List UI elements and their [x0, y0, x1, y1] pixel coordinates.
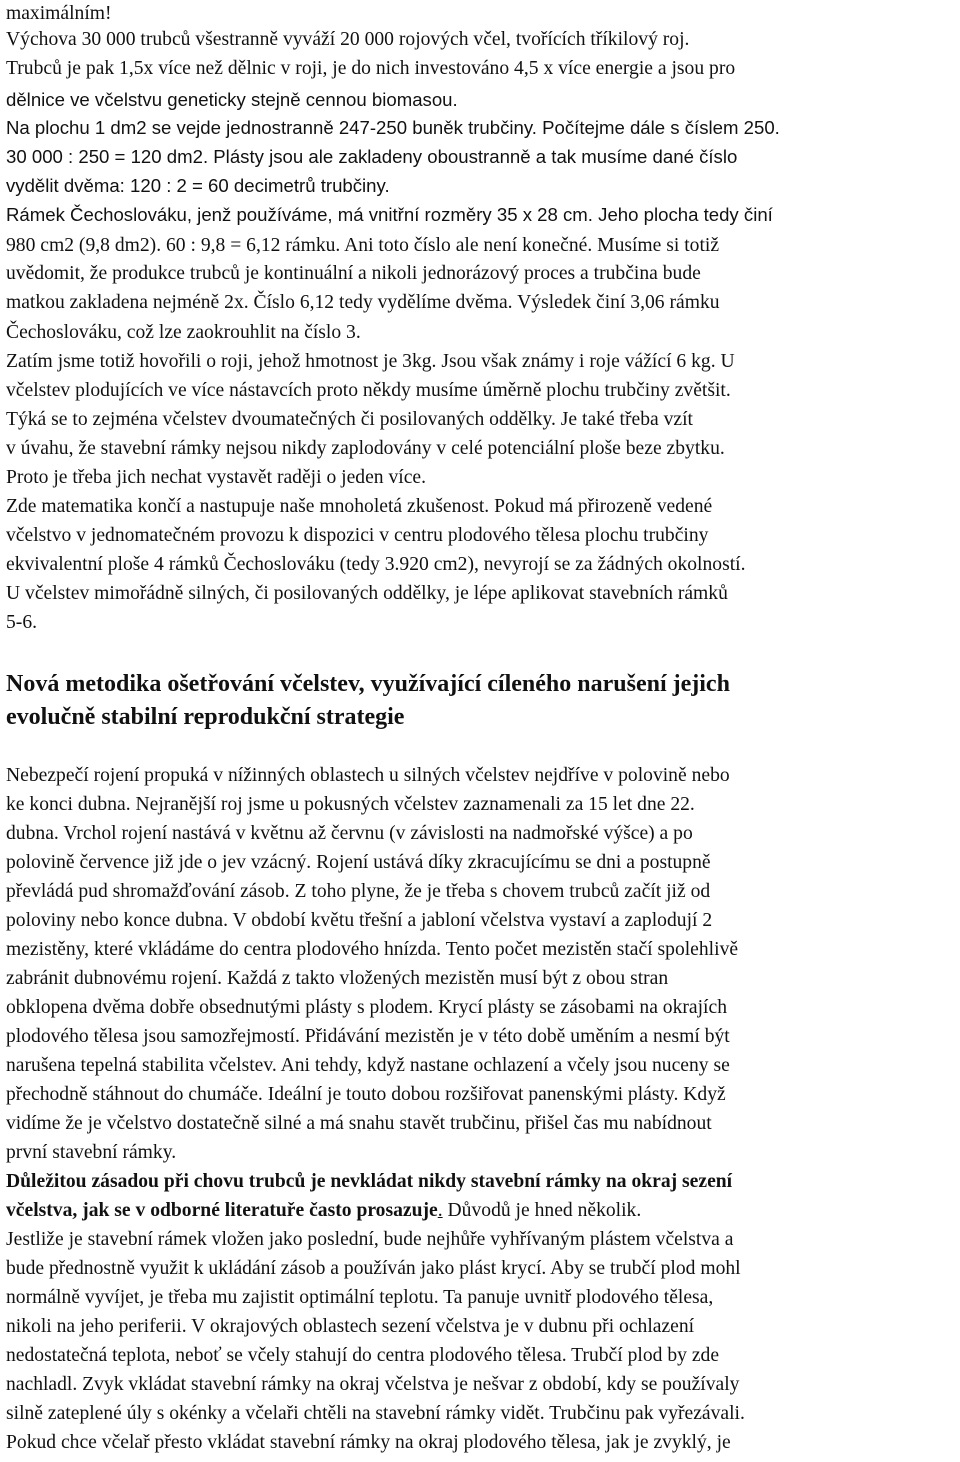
- text-line: včelstva, jak se v odborné literatuře často prosazuje. Důvodů je hned několik.: [6, 1200, 642, 1221]
- text-line: Nebezpečí rojení propuká v nížinných oblastech u silných včelstev nejdříve v polovině nebo: [6, 765, 730, 786]
- text-line: dělnice ve včelstvu geneticky stejně cennou biomasou.: [6, 89, 458, 110]
- text-line: Týká se to zejména včelstev dvoumatečných či posilovaných oddělky. Je také třeba vzít: [6, 409, 693, 430]
- text-line: Jestliže je stavební rámek vložen jako poslední, bude nejhůře vyhřívaným plástem včelstva a: [6, 1229, 734, 1250]
- text-line: maximálním!: [6, 3, 112, 24]
- text-line: nachladl. Zvyk vkládat stavební rámky na okraj včelstva je nešvar z období, kdy se používaly: [6, 1374, 740, 1395]
- bold-text-line: Důležitou zásadou při chovu trubců je nevkládat nikdy stavební rámky na okraj sezení: [6, 1171, 733, 1192]
- text-line: polovině července již jde o jev vzácný. Rojení ustává díky zkracujícímu se dni a postupně: [6, 852, 711, 873]
- text-line: první stavební rámky.: [6, 1142, 177, 1163]
- text-line: silně zateplené úly s okénky a včelaři chtěli na stavební rámky vidět. Trubčinu pak vyřezávali.: [6, 1403, 745, 1424]
- text-line: Rámek Čechoslováku, jenž používáme, má vnitřní rozměry 35 x 28 cm. Jeho plocha tedy činí: [6, 204, 773, 225]
- text-line: matkou zakladena nejméně 2x. Číslo 6,12 tedy vydělíme dvěma. Výsledek činí 3,06 rámku: [6, 292, 720, 313]
- text-line: ke konci dubna. Nejranější roj jsme u pokusných včelstev zaznamenali za 15 let dne 22.: [6, 794, 695, 815]
- text-line: nikoli na jeho periferii. V okrajových oblastech sezení včelstva je v dubnu při ochlazení: [6, 1316, 695, 1337]
- text-line: plodového tělesa jsou samozřejmostí. Přidávání mezistěn je v této době uměním a nesmí být: [6, 1026, 730, 1047]
- text-line: obklopena dvěma dobře obsednutými plásty s plodem. Krycí plásty se zásobami na okrajích: [6, 997, 727, 1018]
- text-line: zabránit dubnovému rojení. Každá z takto vložených mezistěn musí být z obou stran: [6, 968, 669, 989]
- text-line: normálně vyvíjet, je třeba mu zajistit optimální teplotu. Ta panuje uvnitř plodového tělesa,: [6, 1287, 714, 1308]
- section-heading: evolučně stabilní reprodukční strategie: [6, 704, 405, 730]
- text-line: včelstev plodujících ve více nástavcích proto někdy musíme úměrně plochu trubčiny zvětšit.: [6, 380, 731, 401]
- text-line: včelstvo v jednomatečném provozu k dispozici v centru plodového tělesa plochu trubčiny: [6, 525, 709, 546]
- text-line: nedostatečná teplota, neboť se včely stahují do centra plodového tělesa. Trubčí plod by zde: [6, 1345, 720, 1366]
- text-line: vidíme že je včelstvo dostatečně silné a má snahu stavět trubčinu, přišel čas mu nabídnout: [6, 1113, 712, 1134]
- text-line: narušena tepelná stabilita včelstev. Ani tehdy, když nastane ochlazení a včely jsou nuceny se: [6, 1055, 730, 1076]
- text-line: dubna. Vrchol rojení nastává v květnu až červnu (v závislosti na nadmořské výšce) a po: [6, 823, 693, 844]
- text-line: 30 000 : 250 = 120 dm2. Plásty jsou ale zakladeny oboustranně a tak musíme dané číslo: [6, 146, 738, 167]
- section-heading: Nová metodika ošetřování včelstev, využívající cíleného narušení jejich: [6, 671, 730, 697]
- text-line: Čechoslováku, což lze zaokrouhlit na číslo 3.: [6, 322, 361, 343]
- text-line: přechodně stáhnout do chumáče. Ideální je touto dobou rozšiřovat panenskými plásty. Když: [6, 1084, 726, 1105]
- text-line: uvědomit, že produkce trubců je kontinuální a nikoli jednorázový proces a trubčina bude: [6, 263, 701, 284]
- text-line: Trubců je pak 1,5x více než dělnic v roji, je do nich investováno 4,5 x více energie a jsou pro: [6, 58, 736, 79]
- text-line: Zatím jsme totiž hovořili o roji, jehož hmotnost je 3kg. Jsou však známy i roje vážící 6 kg. U: [6, 351, 735, 372]
- text-line: převládá pud shromažďování zásob. Z toho plyne, že je třeba s chovem trubců začít již od: [6, 881, 711, 902]
- text-line: ekvivalentní ploše 4 rámků Čechoslováku (tedy 3.920 cm2), nevyrojí se za žádných okolností.: [6, 554, 746, 575]
- text-line: 5-6.: [6, 612, 38, 633]
- text-line: mezistěny, které vkládáme do centra plodového hnízda. Tento počet mezistěn stačí spolehlivě: [6, 939, 739, 960]
- text-line: Zde matematika končí a nastupuje naše mnoholetá zkušenost. Pokud má přirozeně vedené: [6, 496, 713, 517]
- text-line: vydělit dvěma: 120 : 2 = 60 decimetrů trubčiny.: [6, 175, 390, 196]
- text-line: bude přednostně využit k ukládání zásob a používán jako plást krycí. Aby se trubčí plod mohl: [6, 1258, 741, 1279]
- text-line: 980 cm2 (9,8 dm2). 60 : 9,8 = 6,12 rámku. Ani toto číslo ale není konečné. Musíme si totiž: [6, 235, 720, 256]
- text-line: Výchova 30 000 trubců všestranně vyváží 20 000 rojových včel, tvořících tříkilový roj.: [6, 29, 690, 50]
- text-line: Na plochu 1 dm2 se vejde jednostranně 247-250 buněk trubčiny. Počítejme dále s číslem 250.: [6, 117, 780, 138]
- text-line: Proto je třeba jich nechat vystavět raději o jeden více.: [6, 467, 427, 488]
- text-line: U včelstev mimořádně silných, či posilovaných oddělky, je lépe aplikovat stavebních rámků: [6, 583, 728, 604]
- text-line: poloviny nebo konce dubna. V období květu třešní a jabloní včelstva vystaví a zaplodují 2: [6, 910, 713, 931]
- text-line: v úvahu, že stavební rámky nejsou nikdy zaplodovány v celé potenciální ploše beze zbytku.: [6, 438, 725, 459]
- text-line: Pokud chce včelař přesto vkládat stavební rámky na okraj plodového tělesa, jak je zvyklý, je: [6, 1432, 731, 1453]
